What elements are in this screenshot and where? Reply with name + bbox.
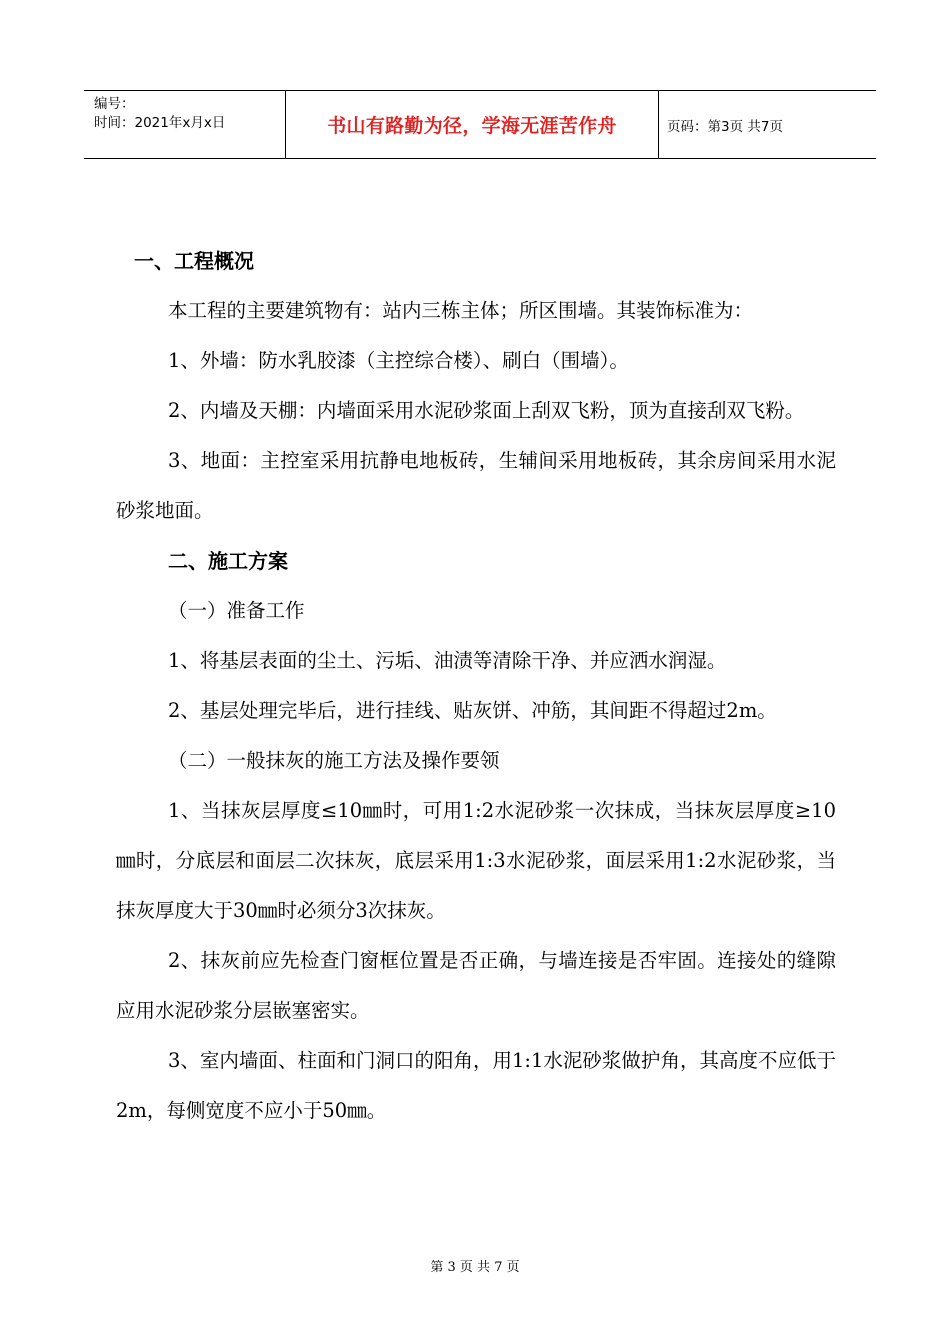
number-label: 编号： xyxy=(94,96,135,112)
section-title-overview: 一、工程概况 xyxy=(134,249,254,273)
header-motto: 书山有路勤为径，学海无涯苦作舟 xyxy=(286,91,659,158)
time-label: 时间：2021年x月x日 xyxy=(94,115,226,131)
section-title-plan: 二、施工方案 xyxy=(168,549,288,573)
subsection-title: （一）准备工作 xyxy=(168,599,305,622)
header-page-label: 页码：第3页 共7页 xyxy=(667,118,783,135)
paragraph: 2、抹灰前应先检查门窗框位置是否正确，与墙连接是否牢固。连接处的缝隙应用水泥砂浆分层嵌塞密实。 xyxy=(116,949,836,1022)
paragraph: 1、将基层表面的尘土、污垢、油渍等清除干净、并应洒水润湿。 xyxy=(168,649,727,672)
paragraph: 3、地面：主控室采用抗静电地板砖，生辅间采用地板砖，其余房间采用水泥砂浆地面。 xyxy=(116,449,836,522)
document-header xyxy=(84,90,876,159)
paragraph: 1、当抹灰层厚度≤10㎜时，可用1:2水泥砂浆一次抹成，当抹灰层厚度≥10㎜时，分底层和面层二次抹灰，底层采用1:3水泥砂浆，面层采用1:2水泥砂浆，当抹灰厚度大于30㎜时必须分3次抹灰。 xyxy=(116,799,836,922)
paragraph: 2、基层处理完毕后，进行挂线、贴灰饼、冲筋，其间距不得超过2m。 xyxy=(168,699,777,722)
paragraph: 3、室内墙面、柱面和门洞口的阳角，用1:1水泥砂浆做护角，其高度不应低于2m，每侧宽度不应小于50㎜。 xyxy=(116,1049,836,1122)
header-meta xyxy=(84,91,286,158)
page-footer: 第 3 页 共 7 页 xyxy=(430,1260,520,1275)
paragraph: 1、外墙：防水乳胶漆（主控综合楼）、刷白（围墙）。 xyxy=(168,349,629,372)
subsection-title: （二）一般抹灰的施工方法及操作要领 xyxy=(168,749,500,772)
paragraph: 本工程的主要建筑物有：站内三栋主体；所区围墙。其装饰标准为： xyxy=(168,299,754,322)
paragraph: 2、内墙及天棚：内墙面采用水泥砂浆面上刮双飞粉，顶为直接刮双飞粉。 xyxy=(168,399,805,422)
document-body xyxy=(116,236,836,1136)
